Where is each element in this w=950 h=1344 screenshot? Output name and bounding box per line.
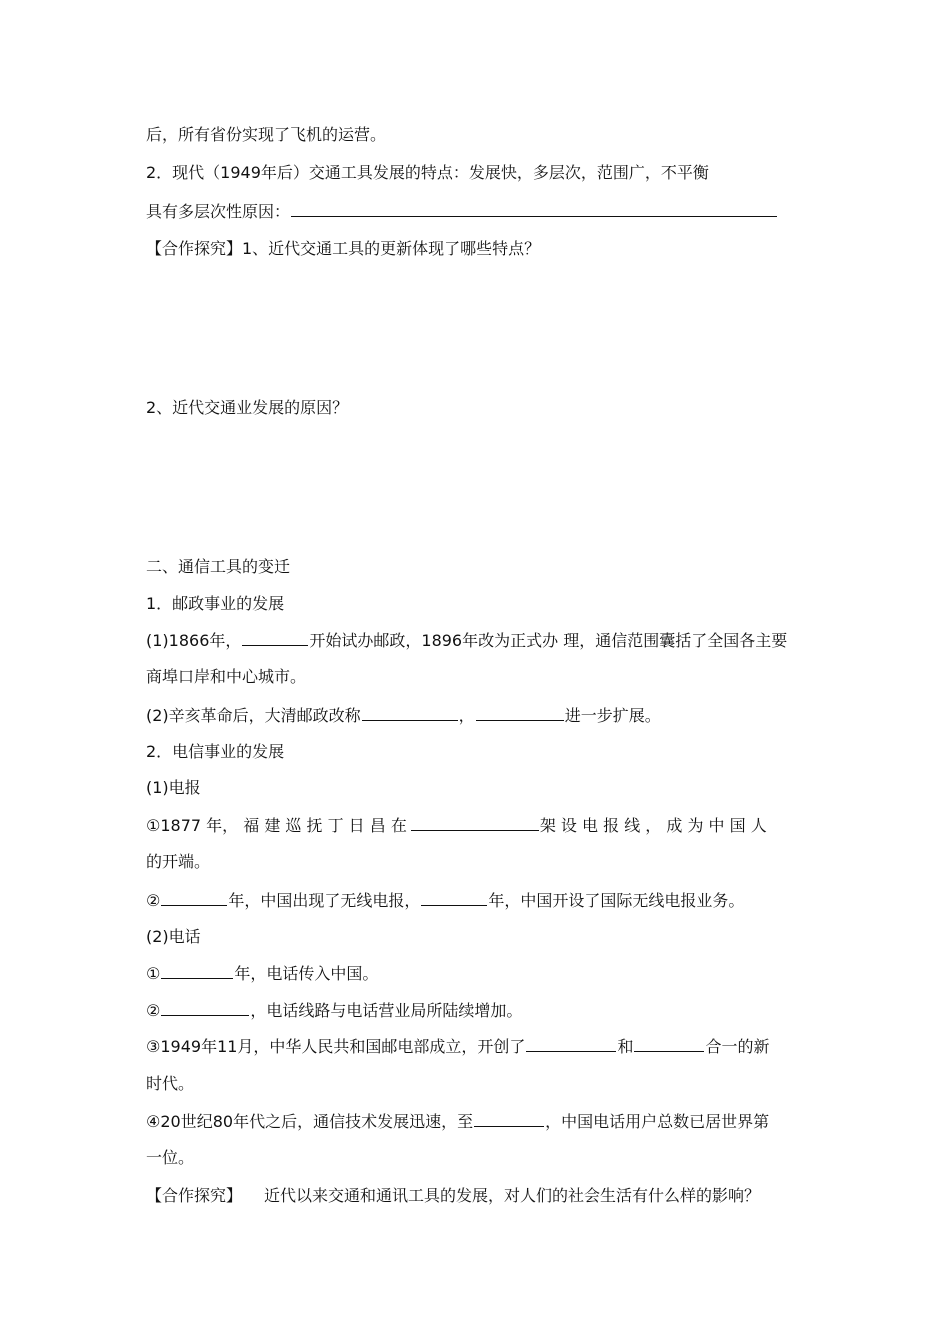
fill-blank[interactable]: [474, 1110, 544, 1127]
explore-text: 近代以来交通和通讯工具的发展，对人们的社会生活有什么样的影响？: [264, 1186, 761, 1205]
line-text: 进一步扩展。: [564, 706, 661, 725]
subsection-heading: (1)电报: [146, 778, 201, 797]
fill-blank[interactable]: [161, 999, 249, 1016]
paragraph-line: [146, 814, 767, 837]
paragraph-line: [146, 200, 778, 223]
line-text: ①: [146, 964, 161, 983]
line-text: (2)辛亥革命后，大清邮政改称: [146, 706, 361, 725]
line-text: 年，电话传入中国。: [234, 964, 379, 983]
subsection-heading: 2．电信事业的发展: [146, 742, 285, 761]
paragraph-line: [146, 999, 522, 1022]
paragraph-line: 2．现代（1949年后）交通工具发展的特点：发展快，多层次，范围广，不平衡: [146, 163, 709, 182]
paragraph-line: 后，所有省份实现了飞机的运营。: [146, 125, 387, 144]
paragraph-line: [146, 889, 744, 912]
explore-question-1: 【合作探究】1、近代交通工具的更新体现了哪些特点？: [146, 239, 541, 258]
explore-question-3: [146, 1185, 760, 1207]
paragraph-line: [146, 962, 378, 985]
line-text: ①1877 年， 福 建 巡 抚 丁 日 昌 在: [146, 816, 407, 835]
fill-blank[interactable]: [242, 629, 308, 646]
line-text: ，中国电话用户总数已居世界第: [545, 1112, 770, 1131]
fill-blank[interactable]: [526, 1035, 616, 1052]
paragraph-line: 一位。: [146, 1148, 195, 1167]
paragraph-line: [146, 1035, 769, 1058]
fill-blank[interactable]: [421, 889, 487, 906]
line-text: 开始试办邮政，1896年改为正式办 理，通信范围囊括了全国各主要: [309, 631, 788, 650]
subsection-heading: (2)电话: [146, 927, 201, 946]
paragraph-line: [146, 704, 661, 727]
section-title: 二、通信工具的变迁: [146, 557, 291, 576]
line-text: 具有多层次性原因：: [146, 202, 291, 221]
line-text: ②: [146, 1001, 161, 1020]
fill-blank[interactable]: [161, 962, 233, 979]
line-text: ，电话线路与电话营业局所陆续增加。: [250, 1001, 523, 1020]
paragraph-line: [146, 629, 787, 652]
subsection-heading: 1．邮政事业的发展: [146, 594, 285, 613]
explore-label: 【合作探究】: [146, 1186, 243, 1205]
paragraph-line: 时代。: [146, 1074, 195, 1093]
fill-blank[interactable]: [476, 704, 564, 721]
line-text: ④20世纪80年代之后，通信技术发展迅速，至: [146, 1112, 474, 1131]
fill-blank[interactable]: [411, 814, 539, 831]
line-text: ②: [146, 891, 161, 910]
fill-blank[interactable]: [161, 889, 227, 906]
fill-blank[interactable]: [291, 200, 777, 217]
line-text: 年，中国开设了国际无线电报业务。: [488, 891, 745, 910]
paragraph-line: 的开端。: [146, 852, 211, 871]
fill-blank[interactable]: [634, 1035, 704, 1052]
line-text: ，: [458, 706, 475, 725]
line-text: 合一的新: [705, 1037, 770, 1056]
line-text: 和: [617, 1037, 634, 1056]
explore-question-2: 2、近代交通业发展的原因？: [146, 398, 349, 417]
fill-blank[interactable]: [362, 704, 458, 721]
line-text: (1)1866年，: [146, 631, 242, 650]
paragraph-line: [146, 1110, 769, 1133]
paragraph-line: 商埠口岸和中心城市。: [146, 667, 307, 686]
line-text: 架 设 电 报 线 ， 成 为 中 国 人: [539, 816, 767, 835]
line-text: 年，中国出现了无线电报，: [228, 891, 421, 910]
line-text: ③1949年11月，中华人民共和国邮电部成立，开创了: [146, 1037, 526, 1056]
